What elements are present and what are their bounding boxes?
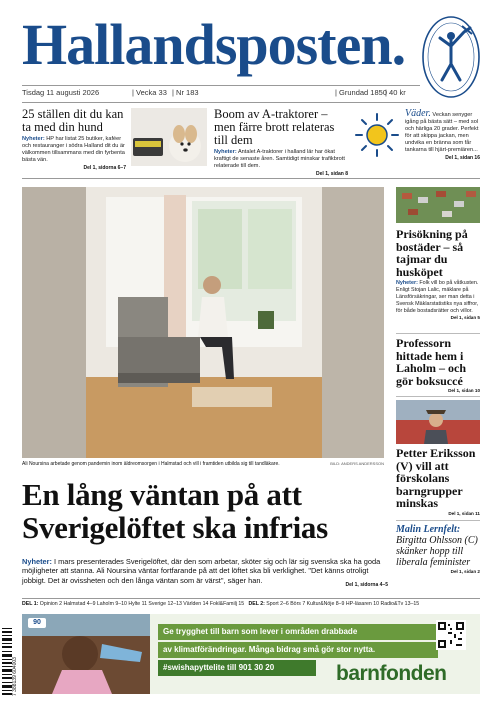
divider [396,333,480,334]
ad-badge: 90 [28,618,46,628]
sidebar-body: Nyheter: Folk vill bo på våtkusten. Enligt Stojan Lalic, mäklare på Länsförsäkringar, ser man detta i Svensk Mäklarstatistiks nya siffror, för både bostadsrätter och villor. [396,280,479,314]
hero-caption [22,460,384,469]
dog-photo [131,108,207,166]
teaser-a-tractors[interactable] [214,108,348,177]
sidebar-story-professor[interactable] [396,337,480,393]
teaser-page-ref: Del 1, sidorna 6–7 [83,165,126,171]
issue-week: | Vecka 33 [132,88,167,97]
divider [22,178,480,179]
barcode-digits: 7 388139 604003 [12,657,18,696]
divider [22,102,420,103]
aerial-photo [396,187,480,223]
newspaper-seal-logo [420,14,482,100]
teaser-page-ref: Del 1, sidan 16 [445,155,480,161]
sidebar-opinion[interactable] [396,524,480,574]
opinion-title: Birgitta Ohlsson (C) skänker hopp till liberala feminister [396,535,478,568]
sidebar-page-ref: Del 1, sidan 10 [448,388,480,394]
teaser-headline: 25 ställen dit du kan ta med din hund [22,107,124,134]
divider [22,598,480,599]
caption-text: Ali Noursina arbetade genom pandemin inom äldreomsorgen i Halmstad och vill i framtiden utbilda sig till tandläkare. [22,461,280,467]
sidebar-page-ref: Del 1, sidan 5 [450,315,480,321]
ad-text-line: av klimatförändringar. Många bidrag små gör stor nytta. [158,642,438,658]
main-page-ref: Del 1, sidorna 4–5 [345,582,388,588]
teaser-headline: Boom av A-traktorer – men färre brott relateras till dem [214,107,335,147]
dateline [22,88,420,100]
teaser-body: Nyheter: Antalet A-traktorer i halland lär har ökat kraftigt de senaste åren. Samtidigt minskar trafikbrott relaterade till dem. [214,149,345,169]
divider [396,396,480,397]
issue-number: | Nr 183 [172,88,199,97]
sidebar-headline: Professorn hittade hem i Laholm – och gör boksuccé [396,336,467,388]
opinion-author: Malin Lernfelt: [396,524,461,535]
sidebar-headline: Prisökning på bostäder – så tajmar du husköpet [396,227,468,279]
teaser-body: Väder. Veckan senyger igång på bästa sätt – med sol och härliga 20 grader. Perfekt för att skippa jackan, men undvika en bränna som får tankarna till hjärt-premiären... [405,108,479,153]
ad-text-line: Ge trygghet till barn som lever i områden drabbade [158,624,438,640]
sidebar-headline: Petter Eriksson (V) vill att förskolans barngrupper minskas [396,446,476,511]
teaser-page-ref: Del 1, sidan 8 [316,171,348,177]
teaser-weather[interactable] [405,110,480,161]
sections-index: DEL 1: Opinion 2 Halmstad 4–9 Laholm 9–10 Hylte 11 Sverige 12–13 Världen 14 Fokl&Familj 15 DEL 2: Sport 2–6 Börs 7 Kultur&Nöje 8–9 HP-läsaren 10 Radio&Tv 13–15 [22,601,420,607]
photo-credit: BILD: ANDERS ANDERSSON [330,461,384,466]
teaser-dog-places[interactable] [22,108,126,171]
sidebar-page-ref: Del 1, sidan 11 [448,510,480,516]
newspaper-title: Hallandsposten. [22,12,406,77]
main-lede: Nyheter: I mars presenterades Sverigelöftet, där den som arbetar, sköter sig och lär sig svenska ska ha goda möjligheter att stanna. Ali Noursina väntar fortfarande på att det löftet ska bli verklighet. "Det känns otroligt jobbigt. Det är ovissheten och den långa väntan som är värst", säger han. [22,557,381,585]
divider [22,85,420,86]
sidebar-page-ref: Del 1, sidan 2 [450,569,480,574]
barnfonden-ad[interactable] [22,614,480,694]
qr-code-icon[interactable] [436,620,466,650]
founded-year: | Grundad 1850 [335,88,387,97]
main-headline[interactable]: En lång väntan på att Sverigelöftet ska infrias [22,477,328,545]
sun-icon [354,112,400,158]
ad-brand-logo: barnfonden [336,662,447,685]
portrait-photo [396,400,480,444]
barcode [2,626,18,696]
sidebar-story-housing[interactable] [396,228,480,320]
ad-swish-number: #swishapyttelite till 901 30 20 [158,660,316,676]
teaser-body: Nyheter: HP har listat 25 butiker, kaféer och restauranger i södra Halland dit du är välkommen tillsammans med din fyrbenta bästa vän. [22,136,125,163]
masthead [22,8,422,82]
hero-photo [22,187,384,458]
sidebar-story-preschool[interactable] [396,447,480,516]
issue-date: Tisdag 11 augusti 2026 [22,88,100,97]
divider [396,520,480,521]
issue-price: | 40 kr [385,88,406,97]
